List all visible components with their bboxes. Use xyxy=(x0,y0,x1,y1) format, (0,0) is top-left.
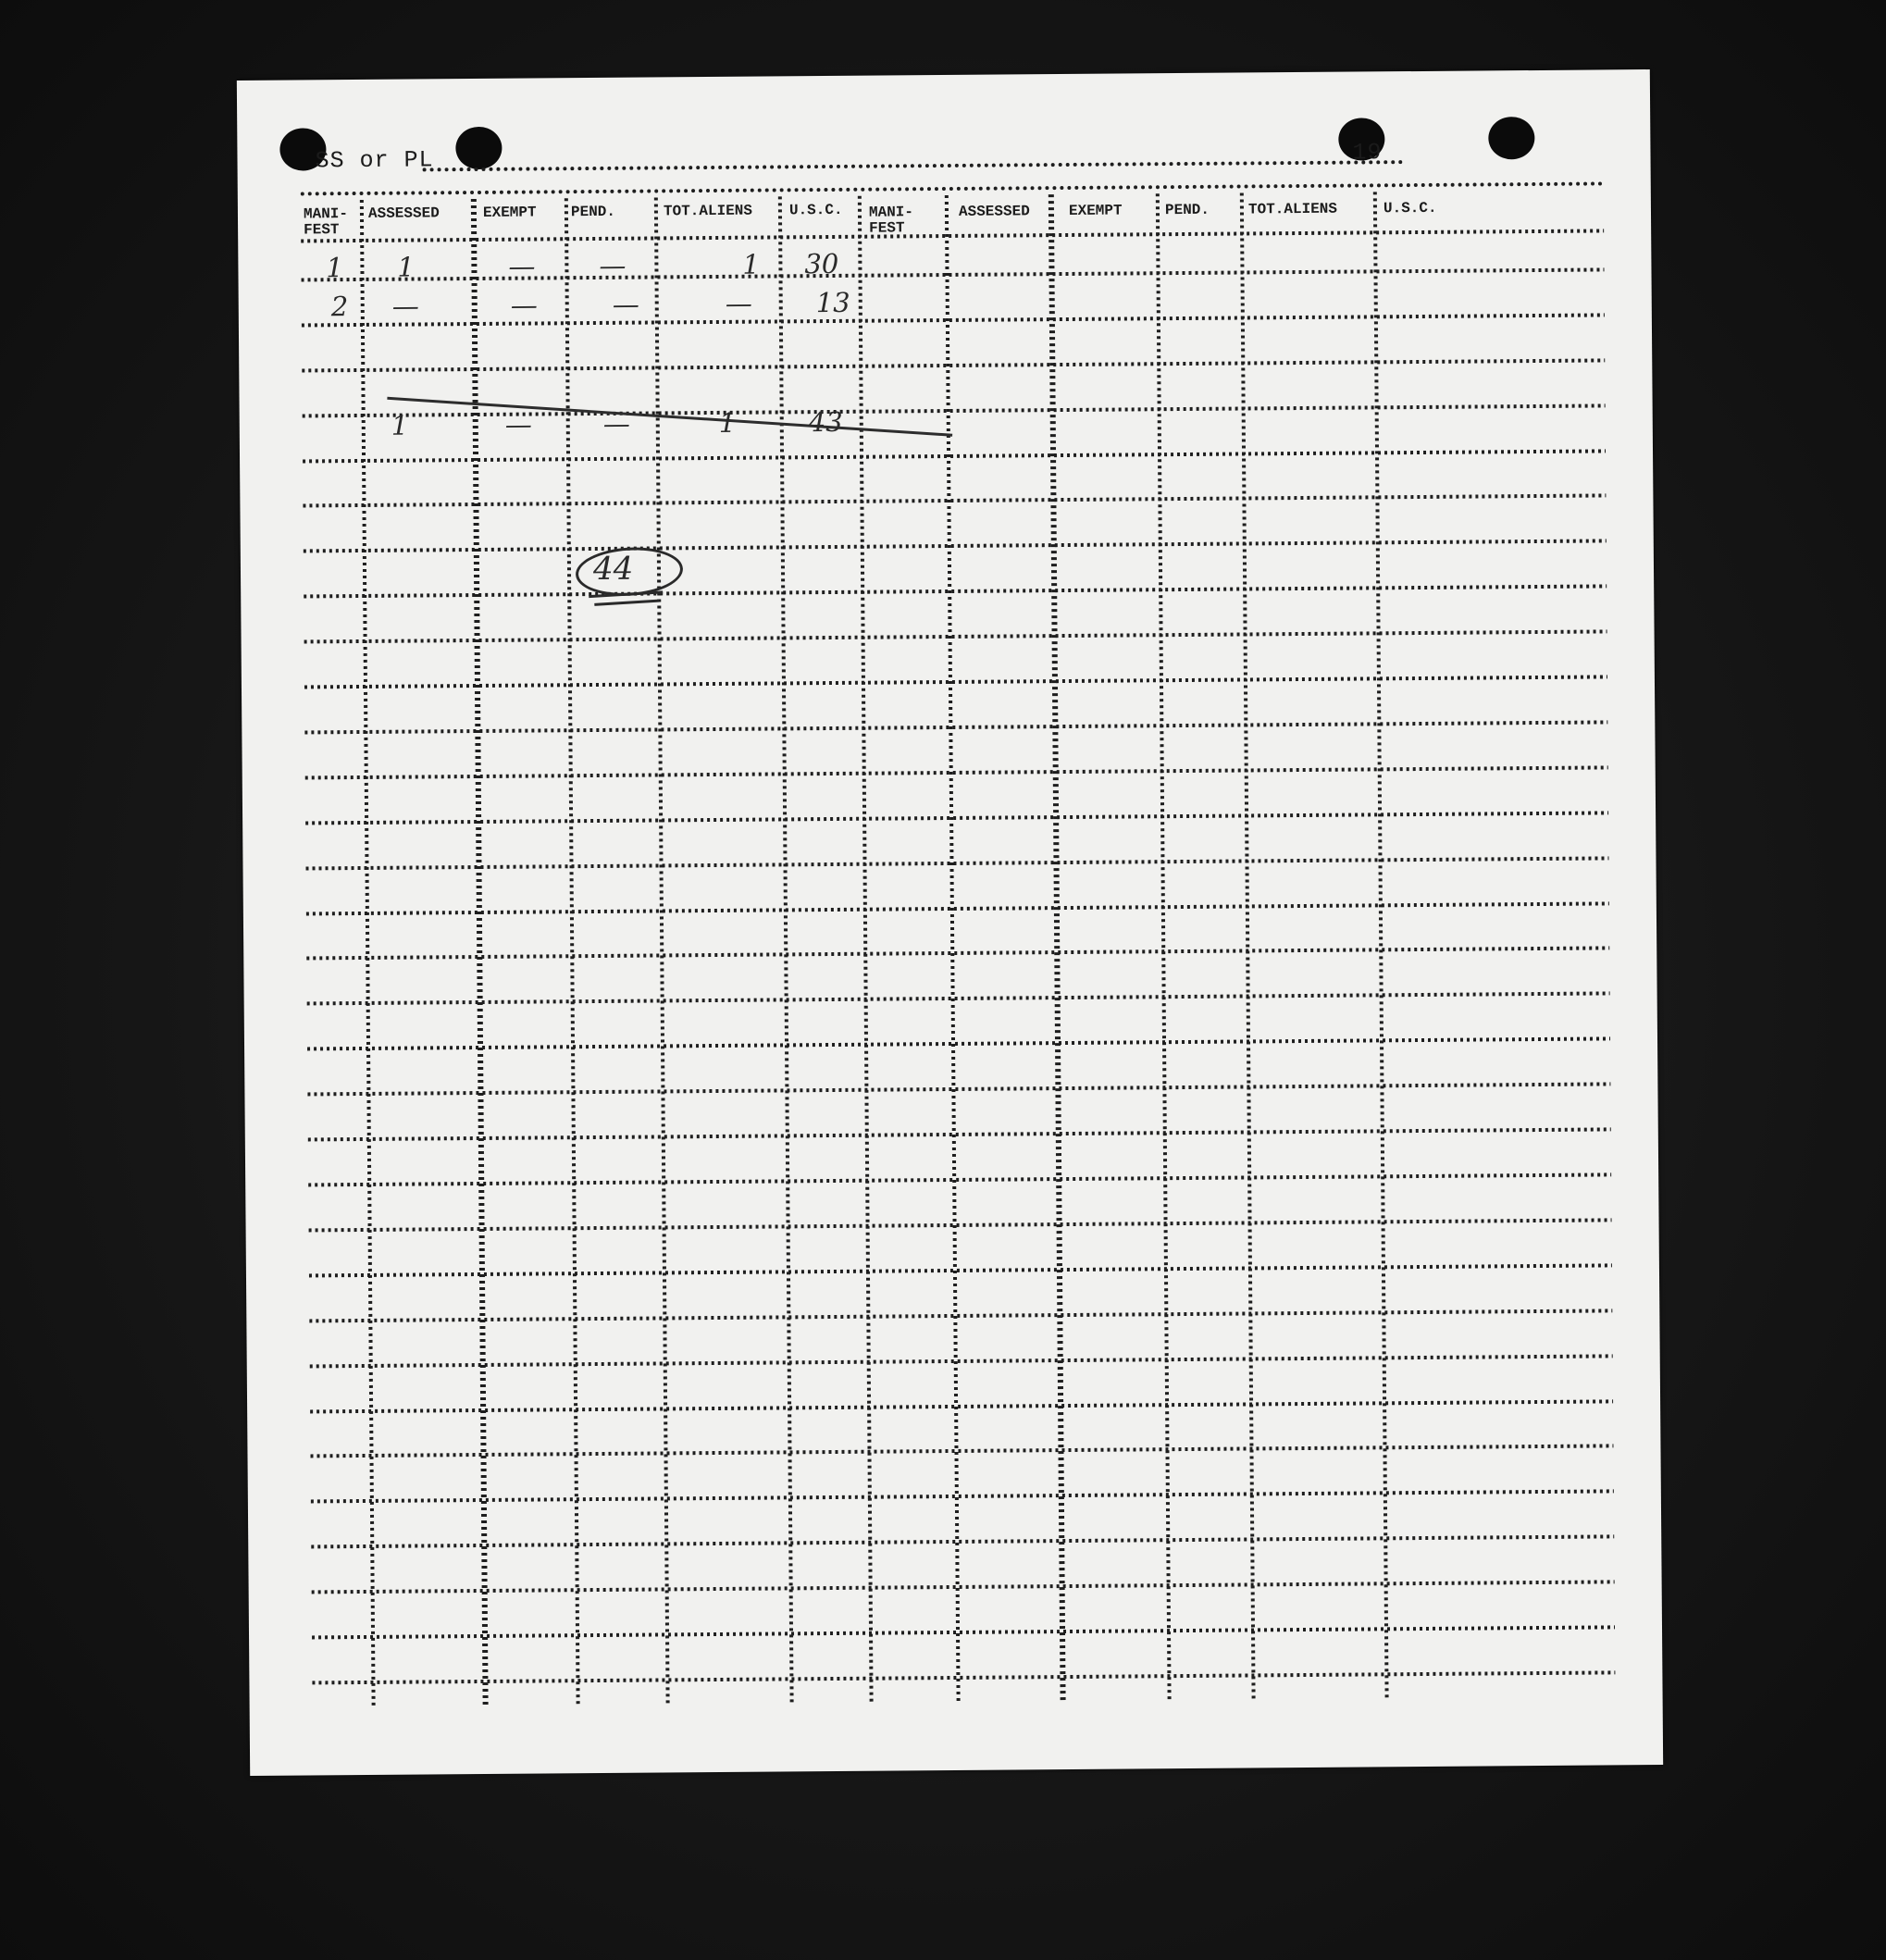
grid-row-rule xyxy=(309,1220,1612,1230)
grid-column-rule xyxy=(362,200,374,1708)
grid-row-rule xyxy=(311,1491,1614,1501)
grid-row-rule xyxy=(312,1672,1615,1682)
grid-row-rule xyxy=(311,1536,1614,1546)
grid-column-rule xyxy=(566,198,578,1706)
col-header-manifest-left: MANI- FEST xyxy=(303,205,349,239)
grid-row-rule xyxy=(307,1038,1610,1048)
grid-row-rule xyxy=(311,1445,1614,1456)
row2-tot-aliens: — xyxy=(725,287,752,319)
grid-row-rule xyxy=(303,495,1606,505)
col-header-assessed-right: ASSESSED xyxy=(958,203,1030,220)
grid-column-rule xyxy=(1051,194,1063,1703)
grid-row-rule xyxy=(308,1174,1611,1185)
grid-row-rule xyxy=(309,1310,1612,1321)
total-assessed: 1 xyxy=(391,409,409,441)
col-header-pend-right: PEND. xyxy=(1164,201,1210,219)
row1-tot-aliens: 1 xyxy=(742,248,760,280)
col-header-assessed-left: ASSESSED xyxy=(367,205,440,222)
grid-column-rule xyxy=(947,195,959,1704)
grid-column-rule xyxy=(1242,192,1254,1701)
grid-row-rule xyxy=(304,631,1607,641)
grid-column-rule xyxy=(1158,193,1170,1702)
grid-row-rule xyxy=(303,451,1606,461)
grid-column-rule xyxy=(474,199,486,1707)
total-pend: — xyxy=(602,407,630,440)
grid-row-rule xyxy=(305,813,1608,823)
grid-row-rule xyxy=(312,1582,1615,1592)
grid-column-rule xyxy=(656,197,668,1706)
row2-assessed: — xyxy=(391,290,419,322)
grid-row-rule xyxy=(302,269,1605,279)
row1-pend: — xyxy=(599,249,627,281)
grid-row-rule xyxy=(304,676,1607,687)
grid-row-rule xyxy=(312,1627,1615,1637)
grid-row-rule xyxy=(306,948,1609,958)
grid-row-rule xyxy=(305,767,1608,777)
col-header-usc-left: U.S.C. xyxy=(788,201,843,219)
grid-row-rule xyxy=(304,722,1607,732)
total-tot-aliens: 1 xyxy=(718,406,737,439)
grid-row-rule xyxy=(306,903,1609,913)
grid-row-rule xyxy=(302,315,1605,325)
row1-exempt: — xyxy=(508,250,536,282)
grid-row-rule xyxy=(310,1401,1613,1411)
manifest-tally-sheet xyxy=(237,69,1663,1776)
col-header-exempt-left: EXEMPT xyxy=(482,204,537,221)
total-exempt: — xyxy=(504,408,532,440)
grid-row-rule xyxy=(301,230,1604,241)
col-header-tot-aliens-right: TOT.ALIENS xyxy=(1247,200,1338,218)
grid-column-rule xyxy=(860,196,872,1705)
row1-manifest: 1 xyxy=(326,252,344,284)
row1-usc: 30 xyxy=(804,247,839,280)
grid-row-rule xyxy=(309,1265,1612,1275)
row2-exempt: — xyxy=(510,289,538,321)
col-header-exempt-right: EXEMPT xyxy=(1068,202,1123,219)
total-usc: 43 xyxy=(808,405,843,439)
row1-assessed: 1 xyxy=(397,251,416,283)
grid-row-rule xyxy=(303,405,1606,416)
grand-total: 44 xyxy=(592,550,634,589)
grid-row-rule xyxy=(306,858,1609,868)
vessel-label: SS or PL xyxy=(315,146,434,175)
grid-column-rule xyxy=(1375,192,1387,1700)
col-header-usc-right: U.S.C. xyxy=(1383,199,1437,217)
col-header-manifest-right: MANI- FEST xyxy=(868,204,914,237)
row2-usc: 13 xyxy=(815,286,850,319)
grid-row-rule xyxy=(310,1356,1613,1366)
row2-manifest: 2 xyxy=(330,291,349,323)
grid-row-rule xyxy=(304,586,1607,596)
dotted-grid xyxy=(237,69,1663,1776)
grid-row-rule xyxy=(302,360,1605,370)
year-label: 19 xyxy=(1352,139,1383,167)
grid-row-rule xyxy=(304,540,1607,551)
grid-row-rule xyxy=(308,1129,1611,1139)
col-header-pend-left: PEND. xyxy=(570,203,616,221)
row2-pend: — xyxy=(612,288,639,320)
grid-row-rule xyxy=(307,993,1610,1003)
col-header-tot-aliens-left: TOT.ALIENS xyxy=(663,202,753,220)
grid-row-rule xyxy=(307,1084,1610,1094)
